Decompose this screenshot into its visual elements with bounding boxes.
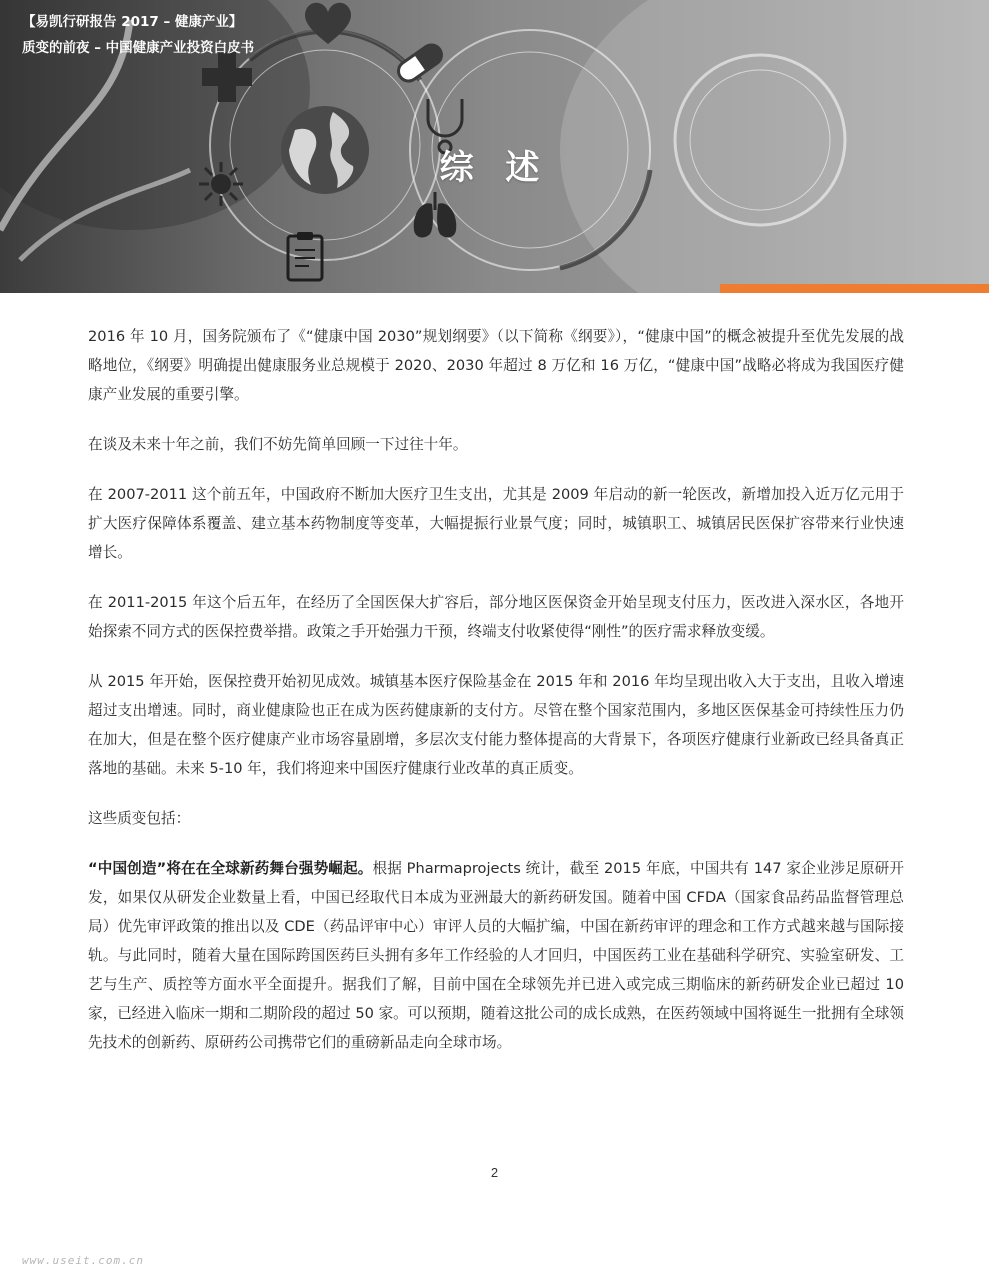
paragraph-2: 在谈及未来十年之前，我们不妨先简单回顾一下过往十年。 [88, 436, 468, 453]
medical-cross-icon [200, 50, 254, 104]
pill-icon [390, 40, 450, 86]
lungs-icon [410, 190, 460, 242]
page-number: 2 [490, 1165, 499, 1180]
header-banner [0, 0, 989, 293]
watermark: www.useit.com.cn [22, 1254, 144, 1267]
clipboard-icon [285, 230, 325, 282]
paragraph-7 [88, 854, 904, 1057]
paragraph-5: 从 2015 年开始，医保控费开始初见成效。城镇基本医疗保险基金在 2015 年和 2016 年均呈现出收入大于支出，且收入增速超过支出增速。同时，商业健康险也正在成为医药健康新的支付方。尽管在整个国家范围内，多地区医保基金可持续性压力仍在加大，但是在整个医疗健康产业市场容量剧增，多层次支付能力整体提高的大背景下，各项医疗健康行业新政已经具备真正落地的基础。未来 5-10 年，我们将迎来中国医疗健康行业改革的真正质变。 [88, 673, 904, 777]
paragraph-6: 这些质变包括： [88, 810, 191, 827]
article-body [88, 322, 904, 1078]
paragraph-7-lead: “中国创造”将在在全球新药舞台强势崛起。 [88, 860, 373, 877]
heart-icon [300, 0, 356, 48]
accent-bar [720, 284, 989, 293]
paragraph-3: 在 2007-2011 这个前五年，中国政府不断加大医疗卫生支出，尤其是 2009 年启动的新一轮医改，新增加投入近万亿元用于扩大医疗保障体系覆盖、建立基本药物制度等变革，大幅提振行业景气度；同时，城镇职工、城镇居民医保扩容带来行业快速增长。 [88, 486, 904, 561]
report-series-title: 【易凯行研报告 2017 – 健康产业】 [22, 14, 243, 30]
paragraph-1: 2016 年 10 月，国务院颁布了《“健康中国 2030”规划纲要》（以下简称《纲要》），“健康中国”的概念被提升至优先发展的战略地位，《纲要》明确提出健康服务业总规模于 2020、2030 年超过 8 万亿和 16 万亿，“健康中国”战略必将成为我国医疗健康产业发展的重要引擎。 [88, 328, 904, 403]
section-title: 综 述 [439, 148, 550, 188]
paragraph-4: 在 2011-2015 年这个后五年，在经历了全国医保大扩容后，部分地区医保资金开始呈现支付压力，医改进入深水区，各地开始探索不同方式的医保控费举措。政策之手开始强力干预，终端支付收紧使得“刚性”的医疗需求释放变缓。 [88, 594, 904, 640]
report-subtitle: 质变的前夜 – 中国健康产业投资白皮书 [22, 40, 255, 56]
paragraph-7-text: 根据 Pharmaprojects 统计，截至 2015 年底，中国共有 147 家企业涉足原研开发，如果仅从研发企业数量上看，中国已经取代日本成为亚洲最大的新药研发国。随着中国 CFDA（国家食品药品监督管理总局）优先审评政策的推出以及 CDE（药品评审中心）审评人员的大幅扩编，中国在新药审评的理念和工作方式越来越与国际接轨。与此同时，随着大量在国际跨国医药巨头拥有多年工作经验的人才回归，中国医药工业在基础科学研究、实验室研发、工艺与生产、质控等方面水平全面提升。据我们了解，目前中国在全球领先并已进入或完成三期临床的新药研发企业已超过 10 家，已经进入临床一期和二期阶段的超过 50 家。可以预期，随着这批公司的成长成熟，在医药领域中国将诞生一批拥有全球领先技术的创新药、原研药公司携带它们的重磅新品走向全球市场。 [88, 860, 905, 1051]
